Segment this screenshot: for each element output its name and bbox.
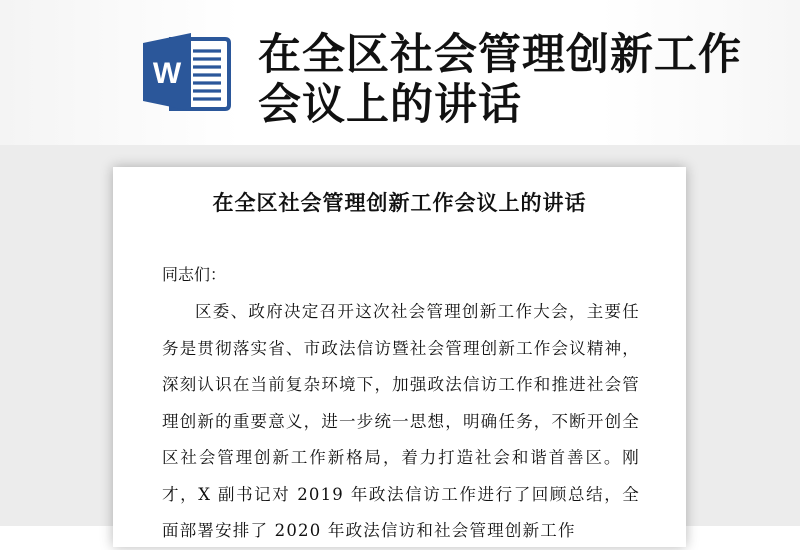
document-greeting: 同志们： xyxy=(162,265,227,284)
banner-title: 在全区社会管理创新工作会议上的讲话 xyxy=(258,30,742,130)
word-icon xyxy=(141,31,233,113)
document-paragraph: 区委、政府决定召开这次社会管理创新工作大会，主要任务是贯彻落实省、市政法信访暨社会管理创新工作会议精神，深刻认识在当前复杂环境下，加强政法信访工作和推进社会管理创新的重要意义，进一步统一思想，明确任务，不断开创全区社会管理创新工作新格局，着力打造社会和谐首善区。刚才，X 副书记对 2019 年政法信访工作进行了回顾总结，全面部署安排了 2020 年政法信访和社会管理创新工作 xyxy=(162,302,640,540)
word-icon-letter: W xyxy=(152,57,182,90)
document-page xyxy=(113,167,686,547)
document-title: 在全区社会管理创新工作会议上的讲话 xyxy=(212,190,587,215)
banner xyxy=(0,0,800,145)
